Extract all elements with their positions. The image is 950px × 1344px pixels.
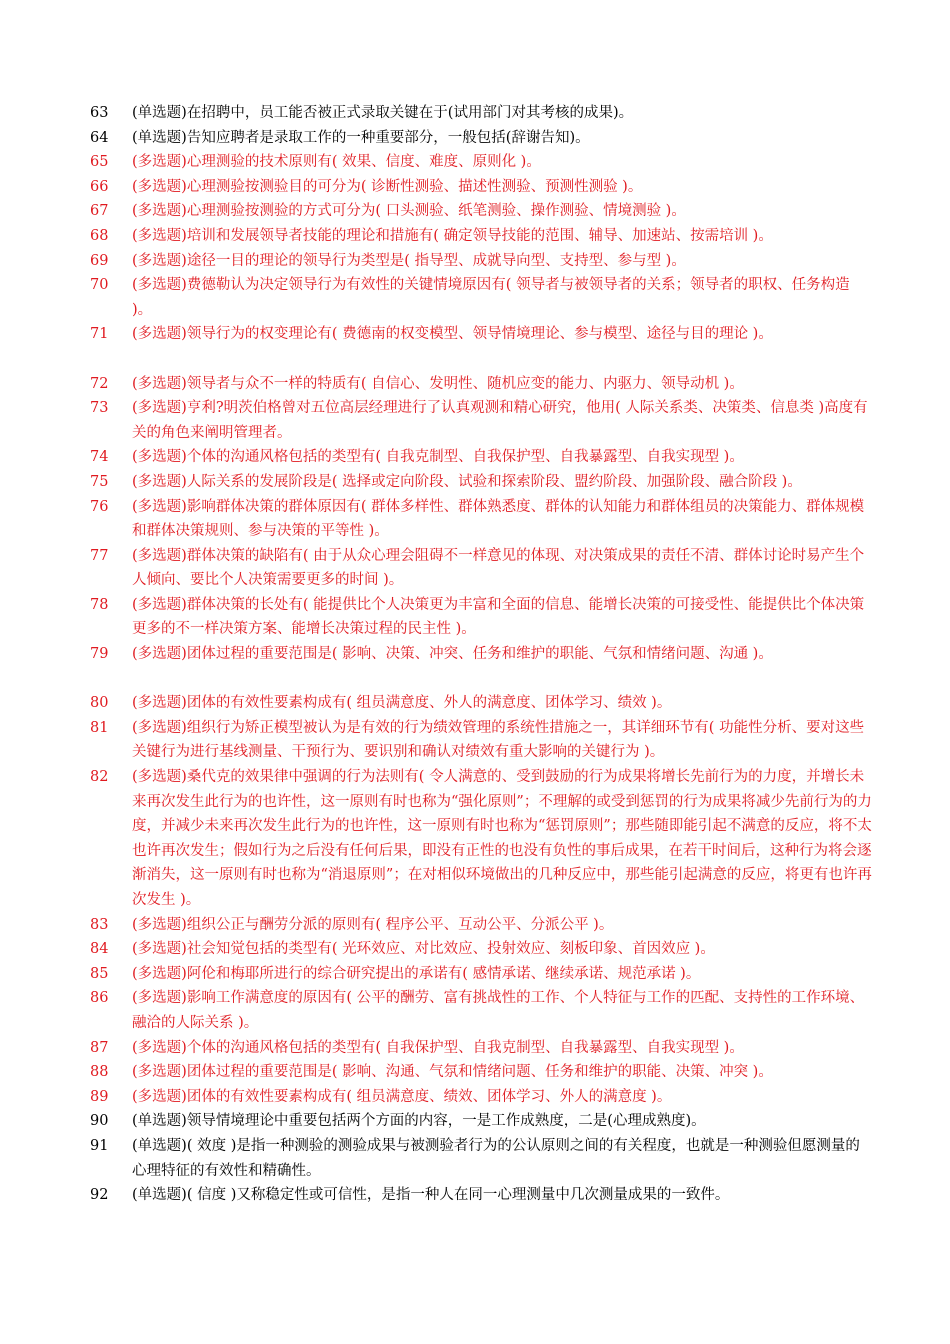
question-number: 81 [90, 719, 109, 736]
question-text: (单选题)告知应聘者是录取工作的一种重要部分，一般包括(辞谢告知)。 [132, 129, 590, 146]
question-item [90, 937, 872, 962]
question-text: (多选题)领导行为的权变理论有( 费德南的权变模型、领导情境理论、参与模型、途径与目的理论 )。 [132, 326, 773, 343]
question-number: 87 [90, 1039, 109, 1056]
question-item [90, 495, 872, 544]
question-text: (多选题)社会知觉包括的类型有( 光环效应、对比效应、投射效应、刻板印象、首因效应 )。 [132, 941, 715, 958]
question-number: 79 [90, 646, 109, 663]
question-number: 86 [90, 990, 109, 1007]
question-item [90, 1085, 872, 1110]
question-number: 91 [90, 1137, 109, 1154]
question-item [90, 322, 872, 347]
question-text: (多选题)费德勒认为决定领导行为有效性的关键情境原因有( 领导者与被领导者的关系；领导者的职权、任务构造 )。 [132, 277, 850, 318]
question-number: 65 [90, 154, 109, 171]
question-text: (单选题)( 信度 )又称稳定性或可信性，是指一种人在同一心理测量中几次测量成果的一致件。 [132, 1187, 730, 1204]
question-item [90, 175, 872, 200]
question-number: 82 [90, 769, 109, 786]
question-item [90, 1109, 872, 1134]
question-text: (多选题)群体决策的长处有( 能提供比个人决策更为丰富和全面的信息、能增长决策的可接受性、能提供比个体决策更多的不一样决策方案、能增长决策过程的民主性 )。 [132, 596, 865, 638]
question-number: 76 [90, 498, 109, 515]
question-text: (多选题)团体过程的重要范围是( 影响、决策、冲突、任务和维护的职能、气氛和情绪问题、沟通 )。 [132, 646, 773, 663]
question-number: 90 [90, 1113, 109, 1130]
question-number: 77 [90, 547, 109, 564]
question-item [90, 1134, 872, 1183]
question-text: (多选题)组织行为矫正模型被认为是有效的行为绩效管理的系统性措施之一，其详细环节有( 功能性分析、要对这些关键行为进行基线测量、干预行为、要识别和确认对绩效有重大影响的关键行为 )。 [132, 719, 865, 761]
question-number: 72 [90, 375, 109, 392]
question-item [90, 126, 872, 151]
question-item [90, 445, 872, 470]
question-text: (多选题)组织公正与酬劳分派的原则有( 程序公平、互动公平、分派公平 )。 [132, 916, 614, 933]
question-item [90, 716, 872, 765]
question-text: (多选题)途径一目的理论的领导行为类型是( 指导型、成就导向型、支持型、参与型 )。 [132, 252, 686, 269]
question-number: 68 [90, 227, 109, 244]
question-text: (多选题)心理测验按测验的方式可分为( 口头测验、纸笔测验、操作测验、情境测验 )。 [132, 203, 686, 220]
question-number: 89 [90, 1088, 109, 1105]
question-number: 84 [90, 941, 109, 958]
question-number: 75 [90, 473, 109, 490]
question-number: 88 [90, 1064, 109, 1081]
question-number: 74 [90, 449, 109, 466]
question-item [90, 913, 872, 938]
question-item [90, 691, 872, 716]
question-number: 70 [90, 277, 109, 294]
question-item [90, 470, 872, 495]
question-text: (多选题)人际关系的发展阶段是( 选择或定向阶段、试验和探索阶段、盟约阶段、加强阶段、融合阶段 )。 [132, 473, 802, 490]
question-item [90, 224, 872, 249]
question-item [90, 101, 872, 126]
question-number: 69 [90, 252, 109, 269]
question-text: (多选题)培训和发展领导者技能的理论和措施有( 确定领导技能的范围、辅导、加速站、按需培训 )。 [132, 227, 773, 244]
question-number: 80 [90, 695, 109, 712]
question-item [90, 372, 872, 397]
question-item [90, 1060, 872, 1085]
document-body [90, 101, 872, 1208]
question-item [90, 593, 872, 642]
question-text: (多选题)个体的沟通风格包括的类型有( 自我保护型、自我克制型、自我暴露型、自我实现型 )。 [132, 1039, 744, 1056]
question-text: (多选题)亨利?明茨伯格曾对五位高层经理进行了认真观测和精心研究，他用( 人际关系类、决策类、信息类 )高度有关的角色来阐明管理者。 [132, 400, 868, 441]
question-text: (多选题)影响群体决策的群体原因有( 群体多样性、群体熟悉度、群体的认知能力和群体组员的决策能力、群体规模和群体决策规则、参与决策的平等性 )。 [132, 498, 865, 540]
question-text: (多选题)心理测验按测验目的可分为( 诊断性测验、描述性测验、预测性测验 )。 [132, 178, 643, 195]
question-text: (单选题)( 效度 )是指一种测验的测验成果与被测验者行为的公认原则之间的有关程度，也就是一种测验但愿测量的心理特征的有效性和精确性。 [132, 1137, 860, 1179]
question-item [90, 765, 872, 913]
question-text: (多选题)团体的有效性要素构成有( 组员满意度、绩效、团体学习、外人的满意度 )。 [132, 1088, 672, 1105]
question-text: (多选题)团体的有效性要素构成有( 组员满意度、外人的满意度、团体学习、绩效 )。 [132, 695, 672, 712]
question-item [90, 642, 872, 667]
question-item [90, 396, 872, 445]
question-item [90, 986, 872, 1035]
question-item [90, 1036, 872, 1061]
question-number: 67 [90, 203, 109, 220]
question-number: 63 [90, 105, 109, 121]
question-text: (单选题)在招聘中，员工能否被正式录取关键在于(试用部门对其考核的成果)。 [132, 105, 634, 121]
question-text: (多选题)群体决策的缺陷有( 由于从众心理会阻碍不一样意见的体现、对决策成果的责任不清、群体讨论时易产生个人倾向、要比个人决策需要更多的时间 )。 [132, 547, 865, 589]
question-item [90, 273, 872, 322]
question-number: 66 [90, 178, 109, 195]
question-item [90, 544, 872, 593]
question-number: 71 [90, 326, 109, 343]
question-number: 78 [90, 596, 109, 613]
question-text: (多选题)领导者与众不一样的特质有( 自信心、发明性、随机应变的能力、内驱力、领导动机 )。 [132, 375, 744, 392]
question-item [90, 150, 872, 175]
blank-line [90, 667, 872, 692]
question-number: 73 [90, 400, 109, 417]
question-text: (多选题)桑代克的效果律中强调的行为法则有( 令人满意的、受到鼓励的行为成果将增长先前行为的力度，并增长未来再次发生此行为的也许性，这一原则有时也称为“强化原则”；不理解的或受到惩罚的行为成果将减少先前行为的力度，并减少未来再次发生此行为的也许性，这一原则有时也称为“惩罚原则”；那些随即能引起不满意的反应，将不太也许再次发生；假如行为之后没有任何后果，即没有正性的也没有负性的事后成果，在若干时间后，这种行为将会逐渐消失，这一原则有时也称为“消退原则”；在对相似环境做出的几种反应中，那些能引起满意的反应，将更有也许再次发生 )。 [132, 769, 872, 908]
question-text: (多选题)阿伦和梅耶所进行的综合研究提出的承诺有( 感情承诺、继续承诺、规范承诺 )。 [132, 965, 701, 982]
question-text: (多选题)个体的沟通风格包括的类型有( 自我克制型、自我保护型、自我暴露型、自我实现型 )。 [132, 449, 744, 466]
question-text: (多选题)团体过程的重要范围是( 影响、沟通、气氛和情绪问题、任务和维护的职能、决策、冲突 )。 [132, 1064, 773, 1081]
question-item [90, 249, 872, 274]
question-number: 83 [90, 916, 109, 933]
blank-line [90, 347, 872, 372]
question-text: (单选题)领导情境理论中重要包括两个方面的内容，一是工作成熟度，二是(心理成熟度)。 [132, 1113, 706, 1130]
question-item [90, 962, 872, 987]
question-text: (多选题)影响工作满意度的原因有( 公平的酬劳、富有挑战性的工作、个人特征与工作的匹配、支持性的工作环境、融洽的人际关系 )。 [132, 990, 865, 1031]
question-number: 64 [90, 129, 109, 146]
question-number: 92 [90, 1187, 109, 1204]
question-item [90, 1183, 872, 1208]
question-number: 85 [90, 965, 109, 982]
question-item [90, 199, 872, 224]
question-text: (多选题)心理测验的技术原则有( 效果、信度、难度、原则化 )。 [132, 154, 541, 171]
